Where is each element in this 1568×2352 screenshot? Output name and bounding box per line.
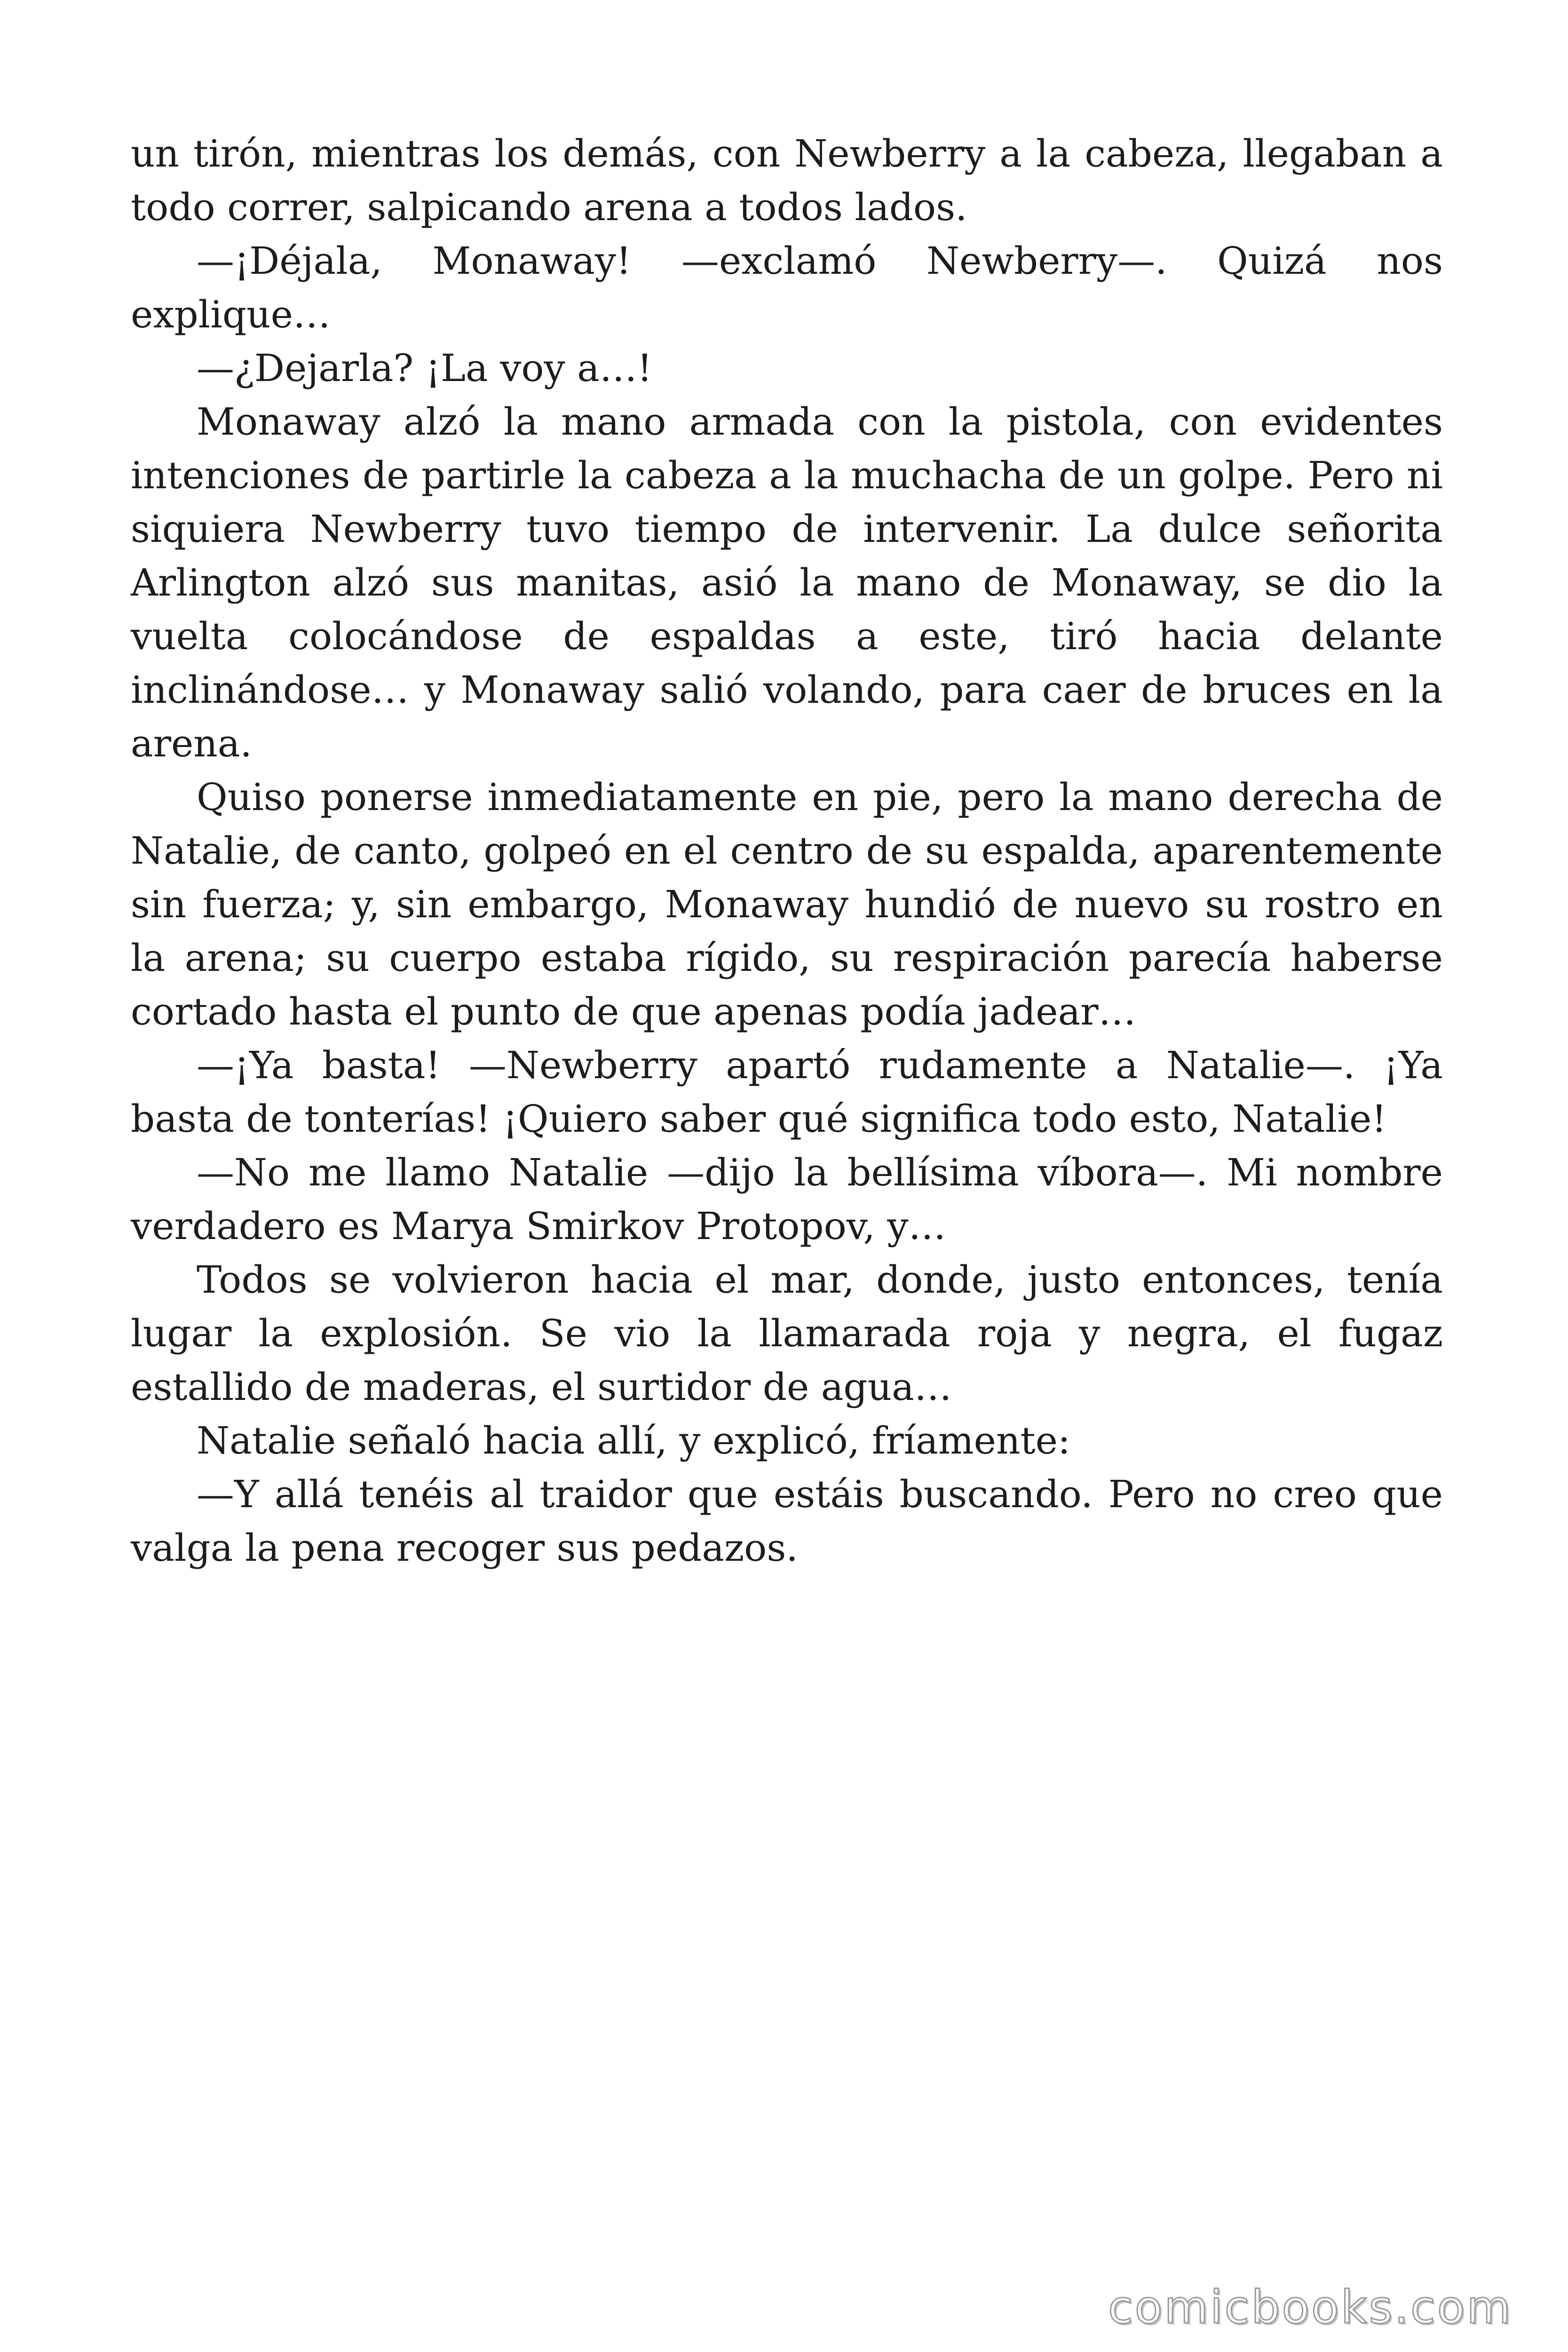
paragraph-5: Quiso ponerse inmediatamente en pie, pero la mano derecha de Natalie, de canto, golpeó en el centro de su espalda, aparentemente sin fuerza; y, sin embargo, Monaway hundió de nuevo su rostro en la arena; su cuerpo estaba rígido, su respiración parecía haberse cortado hasta el punto de que apenas podía jadear… [131, 775, 1443, 1033]
paragraph-3: —¿Dejarla? ¡La voy a…! [197, 346, 652, 390]
watermark: comicbooks.com [1108, 2281, 1513, 2334]
paragraph-2: —¡Déjala, Monaway! —exclamó Newberry—. Quizá nos explique… [131, 239, 1443, 336]
paragraph-7: —No me llamo Natalie —dijo la bellísima víbora—. Mi nombre verdadero es Marya Smirkov Protopov, y… [131, 1151, 1443, 1248]
paragraph-1: un tirón, mientras los demás, con Newberry a la cabeza, llegaban a todo correr, salpicando arena a todos lados. [131, 132, 1443, 229]
paragraph-9: Natalie señaló hacia allí, y explicó, fríamente: [197, 1419, 1070, 1462]
body-text [131, 127, 1443, 1575]
paragraph-10: —Y allá tenéis al traidor que estáis buscando. Pero no creo que valga la pena recoger sus pedazos. [131, 1472, 1443, 1570]
paragraph-6: —¡Ya basta! —Newberry apartó rudamente a Natalie—. ¡Ya basta de tonterías! ¡Quiero saber qué significa todo esto, Natalie! [131, 1043, 1443, 1141]
paragraph-4: Monaway alzó la mano armada con la pistola, con evidentes intenciones de partirle la cabeza a la muchacha de un golpe. Pero ni siquiera Newberry tuvo tiempo de intervenir. La dulce señorita Arlington alzó sus manitas, asió la mano de Monaway, se dio la vuelta colocándose de espaldas a este, tiró hacia delante inclinándose… y Monaway salió volando, para caer de bruces en la arena. [131, 400, 1443, 765]
paragraph-8: Todos se volvieron hacia el mar, donde, justo entonces, tenía lugar la explosión. Se vio la llamarada roja y negra, el fugaz estallido de maderas, el surtidor de agua… [131, 1258, 1443, 1409]
